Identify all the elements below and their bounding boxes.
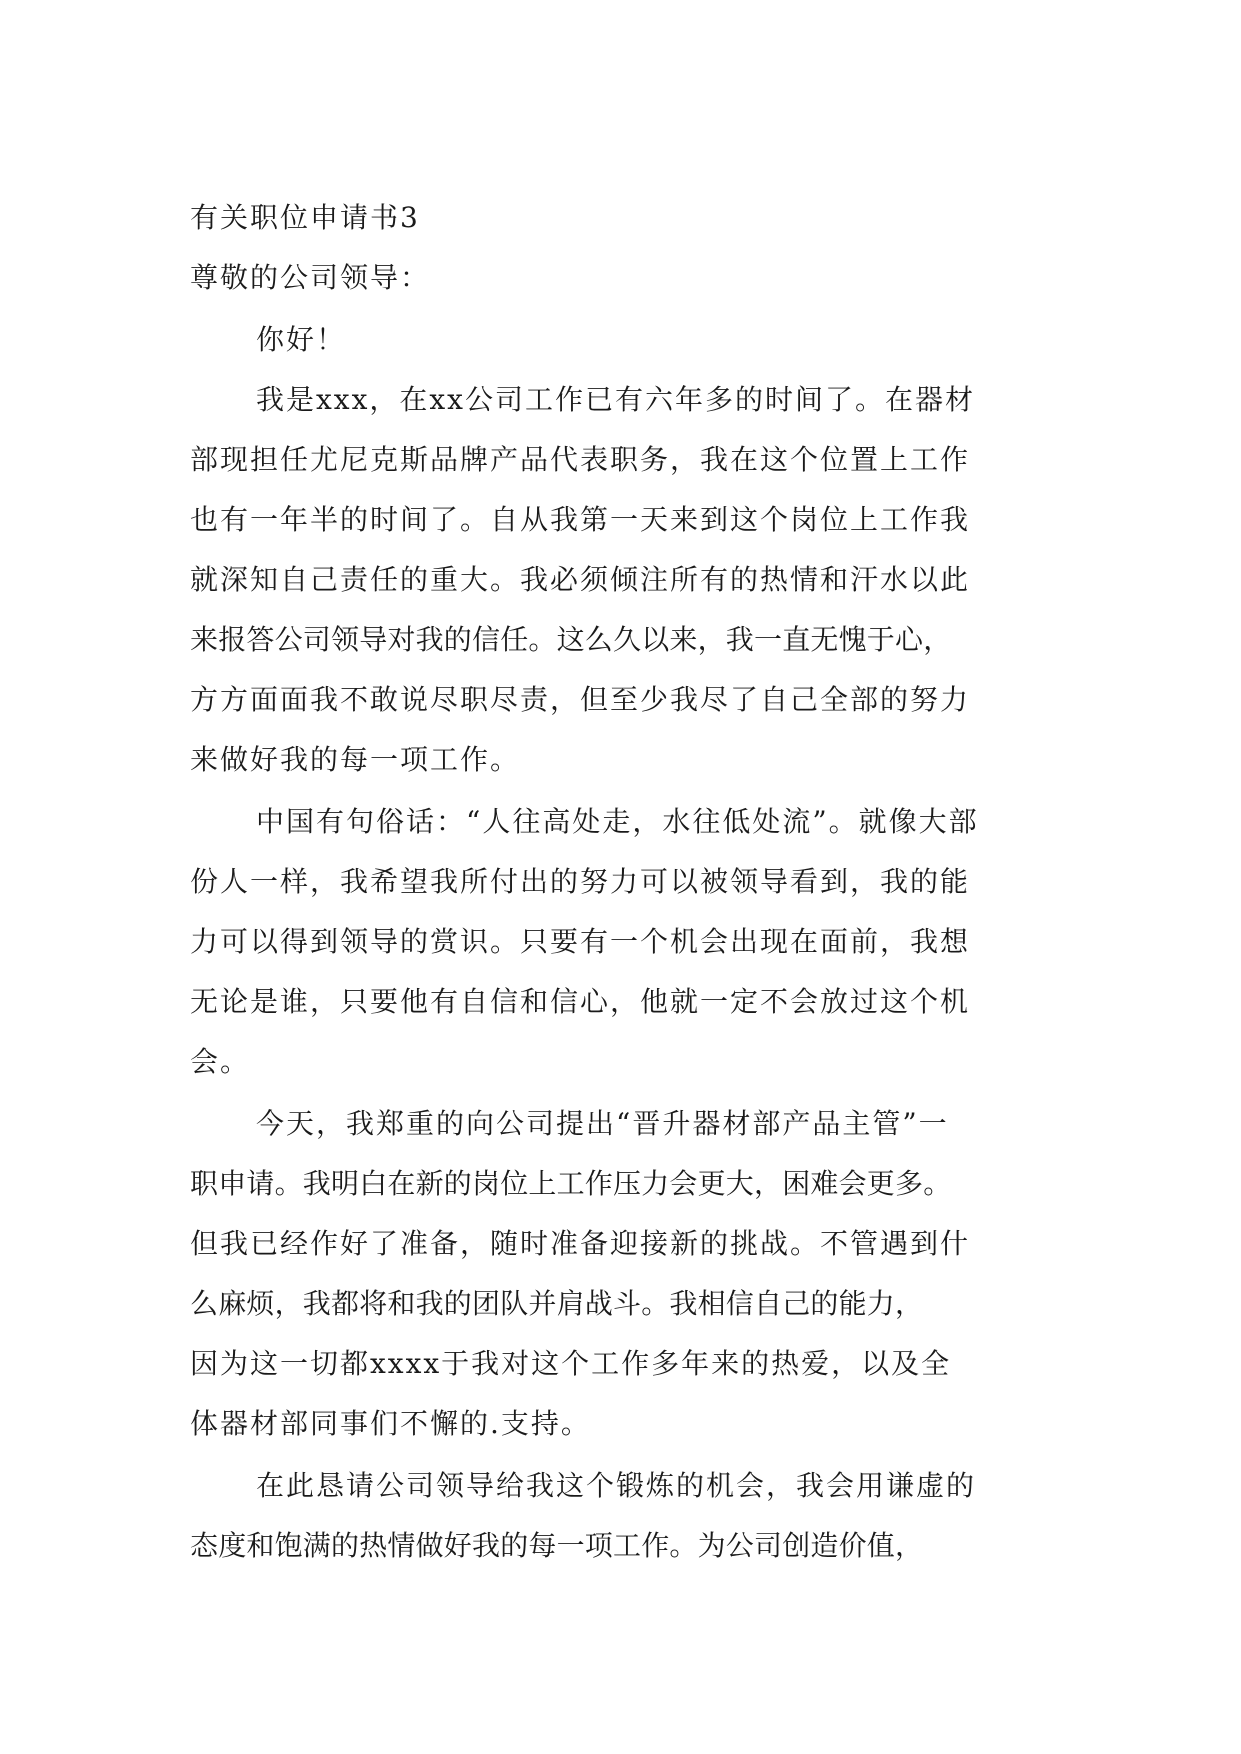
paragraph-3-line-3: 但我已经作好了准备，随时准备迎接新的挑战。不管遇到什 [190, 1227, 971, 1260]
paragraph-1-line-2: 部现担任尤尼克斯品牌产品代表职务，我在这个位置上工作 [190, 443, 971, 476]
paragraph-2-line-4: 无论是谁，只要他有自信和信心，他就一定不会放过这个机 [190, 985, 971, 1018]
paragraph-3-line-5: 因为这一切都xxxx于我对这个工作多年来的热爱，以及全 [190, 1347, 952, 1380]
document-title: 有关职位申请书3 [190, 201, 420, 234]
paragraph-4-line-1: 在此恳请公司领导给我这个锻炼的机会，我会用谦虚的 [256, 1469, 977, 1502]
paragraph-1-line-4: 就深知自己责任的重大。我必须倾注所有的热情和汗水以此 [190, 563, 971, 596]
paragraph-2-line-2: 份人一样，我希望我所付出的努力可以被领导看到，我的能 [190, 865, 971, 898]
paragraph-1-line-1: 我是xxx，在xx公司工作已有六年多的时间了。在器材 [256, 383, 975, 416]
paragraph-3-line-4: 么麻烦，我都将和我的团队并肩战斗。我相信自己的能力， [190, 1287, 924, 1320]
paragraph-2-line-3: 力可以得到领导的赏识。只要有一个机会出现在面前，我想 [190, 925, 971, 958]
paragraph-4-line-2: 态度和饱满的热情做好我的每一项工作。为公司创造价值， [190, 1529, 924, 1562]
paragraph-3-line-1: 今天，我郑重的向公司提出“晋升器材部产品主管”一 [256, 1107, 949, 1140]
paragraph-1-line-3: 也有一年半的时间了。自从我第一天来到这个岗位上工作我 [190, 503, 971, 536]
paragraph-1-line-7: 来做好我的每一项工作。 [190, 743, 521, 776]
paragraph-2-line-5: 会。 [190, 1045, 251, 1078]
paragraph-1-line-5: 来报答公司领导对我的信任。这么久以来，我一直无愧于心， [190, 623, 952, 656]
paragraph-2-line-1: 中国有句俗话：“人往高处走，水往低处流”。就像大部 [256, 805, 979, 838]
paragraph-3-line-6: 体器材部同事们不懈的.支持。 [190, 1407, 591, 1440]
greeting: 你好！ [256, 323, 347, 356]
paragraph-1-line-6: 方方面面我不敢说尽职尽责，但至少我尽了自己全部的努力 [190, 683, 971, 716]
salutation: 尊敬的公司领导： [190, 261, 431, 294]
paragraph-3-line-2: 职申请。我明白在新的岗位上工作压力会更大，困难会更多。 [190, 1167, 952, 1200]
